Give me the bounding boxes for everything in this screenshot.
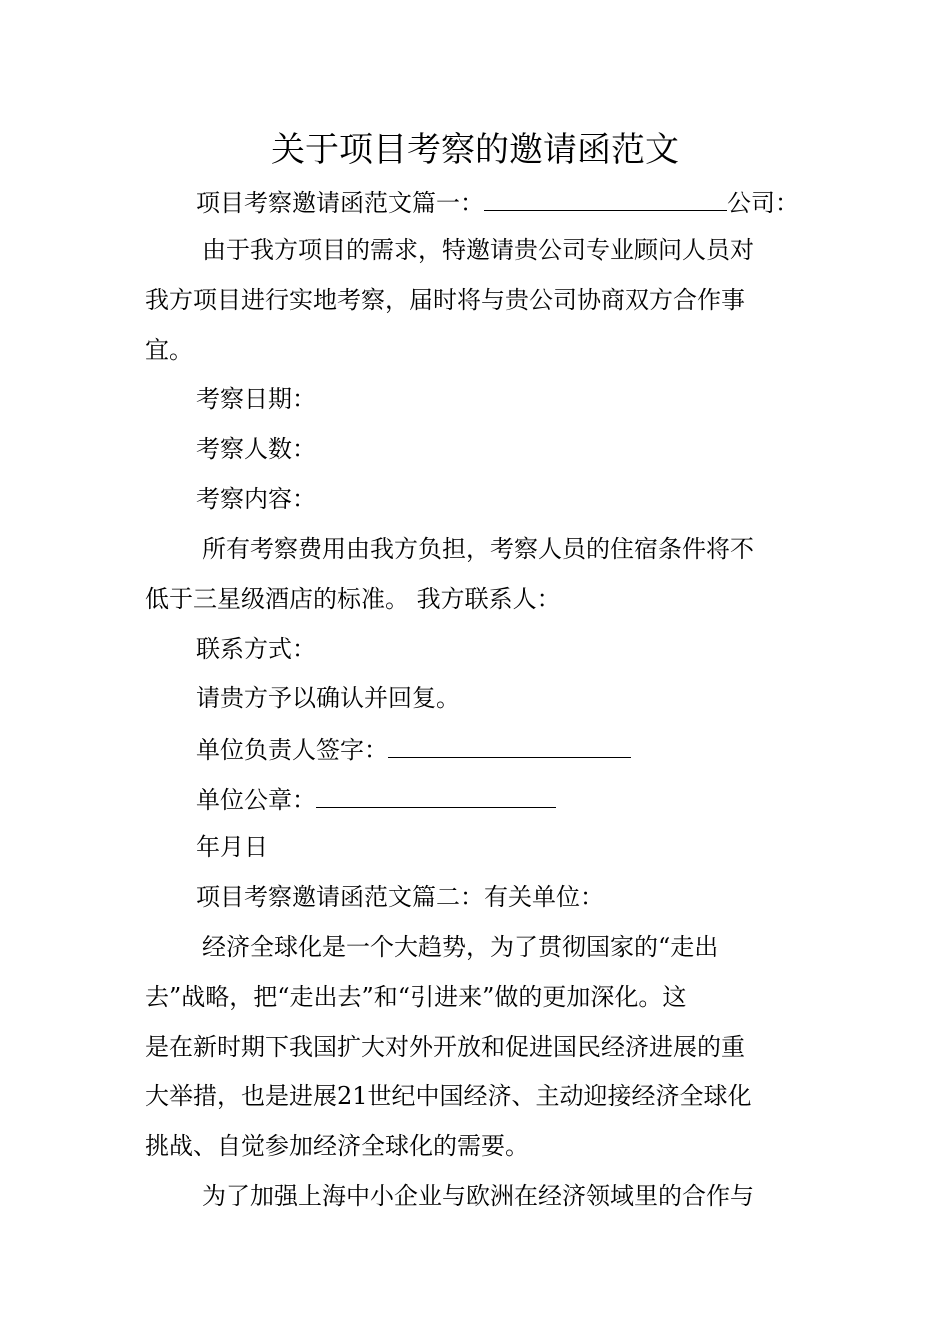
inspection-content-label: 考察内容： <box>196 485 316 513</box>
heading-suffix: 公司： <box>727 189 799 217</box>
seal-blank-line <box>316 783 556 808</box>
paragraph-line: 由于我方项目的需求，特邀请贵公司专业顾问人员对 <box>202 236 754 264</box>
seal-line <box>196 783 810 815</box>
paragraph-line: 我方项目进行实地考察，届时将与贵公司协商双方合作事 <box>145 286 745 314</box>
heading-prefix: 项目考察邀请函范文篇一： <box>196 189 484 217</box>
letter-two-heading: 项目考察邀请函范文篇二：有关单位： <box>196 883 604 911</box>
contact-method-label: 联系方式： <box>196 635 316 663</box>
page-title: 关于项目考察的邀请函范文 <box>271 130 679 170</box>
inspection-people-label: 考察人数： <box>196 435 316 463</box>
paragraph-line: 所有考察费用由我方负担，考察人员的住宿条件将不 <box>202 535 754 563</box>
signature-blank-line <box>388 733 631 758</box>
date-line: 年月日 <box>196 833 268 861</box>
paragraph-line: 为了加强上海中小企业与欧洲在经济领域里的合作与 <box>202 1182 754 1210</box>
paragraph-line: 大举措，也是进展21世纪中国经济、主动迎接经济全球化 <box>145 1082 752 1110</box>
paragraph-line: 挑战、自觉参加经济全球化的需要。 <box>145 1132 529 1160</box>
paragraph-line: 是在新时期下我国扩大对外开放和促进国民经济进展的重 <box>145 1033 745 1061</box>
seal-label: 单位公章： <box>196 786 316 814</box>
signature-line <box>196 733 810 765</box>
signature-label: 单位负责人签字： <box>196 736 388 764</box>
paragraph-line: 宜。 <box>145 336 193 364</box>
inspection-date-label: 考察日期： <box>196 385 316 413</box>
letter-one-heading <box>196 186 810 218</box>
confirm-line: 请贵方予以确认并回复。 <box>196 684 460 712</box>
paragraph-line: 经济全球化是一个大趋势，为了贯彻国家的“走出 <box>202 933 719 961</box>
paragraph-line: 低于三星级酒店的标准。 我方联系人： <box>145 585 561 613</box>
paragraph-line: 去”战略，把“走出去”和“引进来”做的更加深化。这 <box>145 983 687 1011</box>
company-blank-line <box>484 186 727 211</box>
